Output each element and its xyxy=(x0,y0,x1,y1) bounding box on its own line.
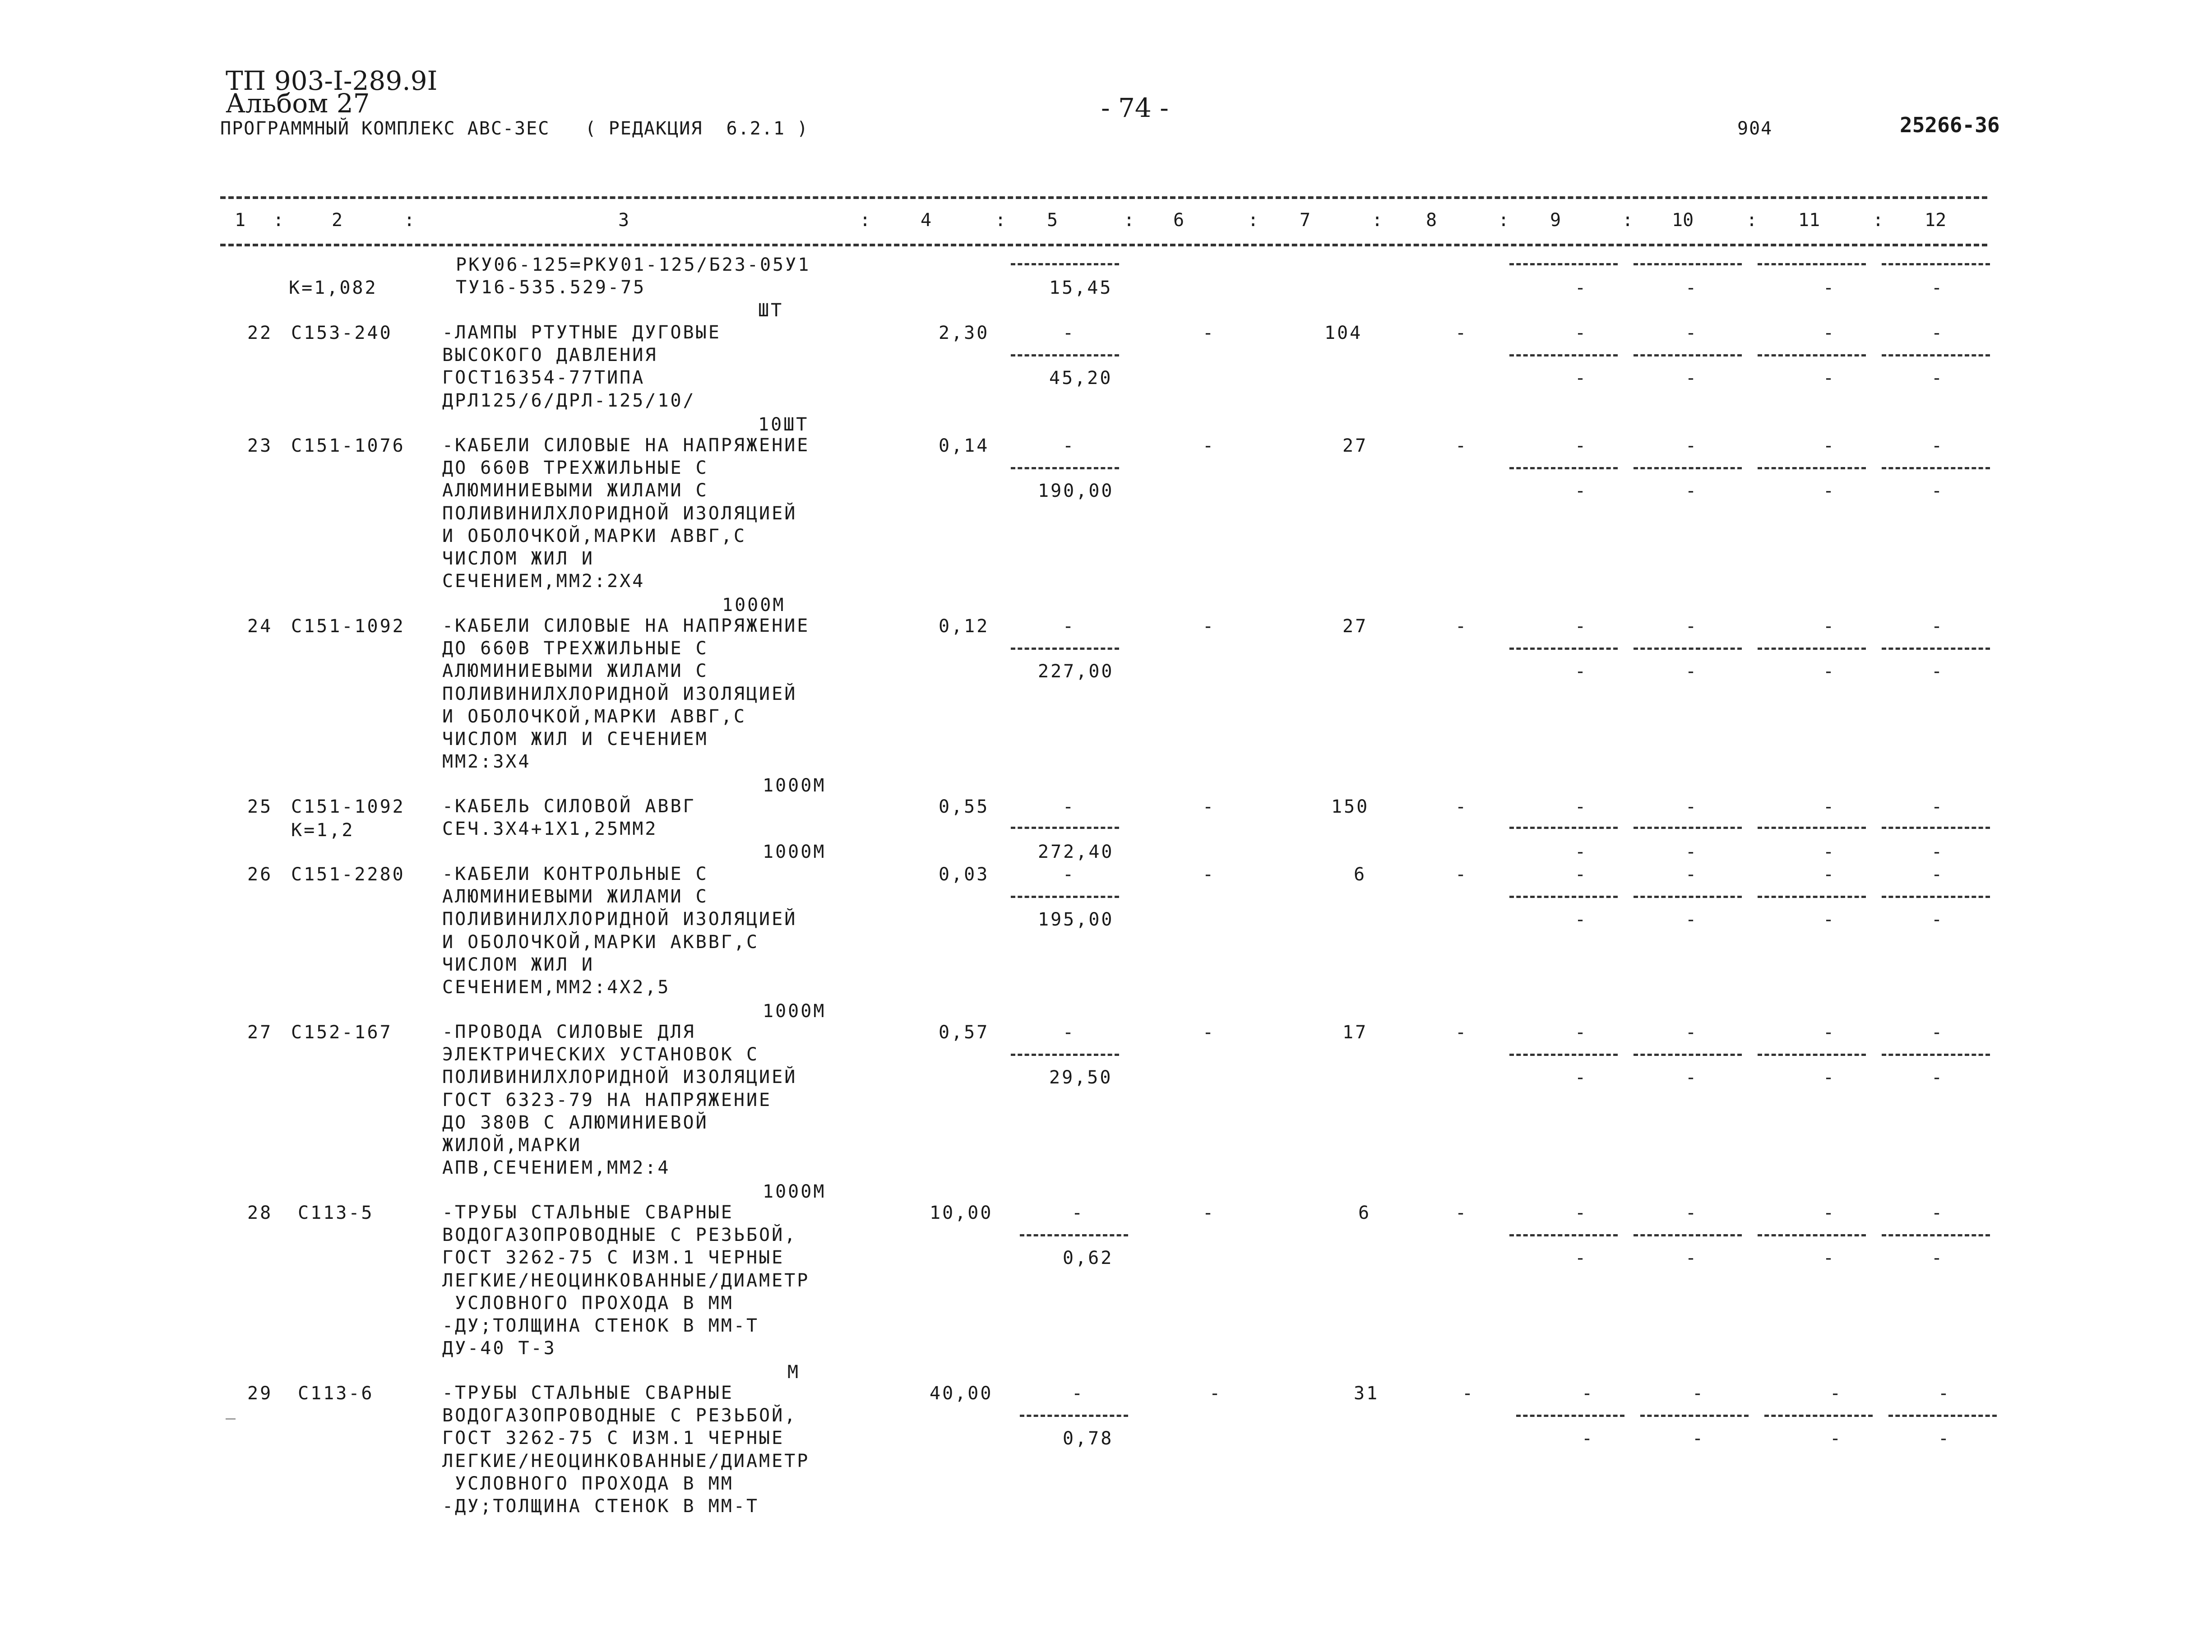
cell-divider xyxy=(1888,1415,1997,1417)
row-col12-bottom: - xyxy=(1931,278,1944,298)
row-col8: - xyxy=(1455,616,1468,637)
row-col9-top: - xyxy=(1575,323,1588,343)
row-unit: 10ШТ xyxy=(758,414,809,435)
row-col7: 6 xyxy=(1358,1203,1371,1223)
row-col9-top: - xyxy=(1575,616,1588,637)
row-quantity: 40,00 xyxy=(930,1383,993,1404)
cell-divider xyxy=(1509,648,1618,650)
row-price: 195,00 xyxy=(1038,909,1114,930)
row-description: -КАБЕЛЬ СИЛОВОЙ АВВГ СЕЧ.3Х4+1Х1,25ММ2 xyxy=(442,796,696,840)
cell-divider xyxy=(1634,1054,1742,1056)
col-separator: : xyxy=(1124,210,1135,231)
row-quantity: 0,14 xyxy=(939,435,990,456)
album-label: Альбом 27 xyxy=(226,88,370,119)
row-col10-top: - xyxy=(1692,1383,1705,1404)
row-col11-bottom: - xyxy=(1823,481,1836,501)
page-number: - 74 - xyxy=(1101,93,1169,123)
row-col7: 150 xyxy=(1331,796,1370,817)
row-code: С151-1076 xyxy=(291,435,405,456)
row-col10-bottom: - xyxy=(1685,278,1698,298)
cell-divider xyxy=(1882,896,1990,898)
cell-divider xyxy=(1882,1234,1990,1236)
row-col10-bottom: - xyxy=(1692,1428,1705,1449)
cell-divider xyxy=(1020,1415,1128,1417)
row-col11-bottom: - xyxy=(1830,1428,1843,1449)
col-separator: : xyxy=(273,210,284,231)
row-col5-top: - xyxy=(1072,1383,1085,1404)
row-col8: - xyxy=(1455,864,1468,885)
col-header-6: 6 xyxy=(1173,210,1185,231)
scan-mark xyxy=(226,1418,236,1420)
cell-divider xyxy=(1758,354,1866,356)
row-col5-top: - xyxy=(1063,323,1076,343)
cell-divider xyxy=(1509,263,1618,265)
row-number: 27 xyxy=(247,1022,273,1043)
row-col10-top: - xyxy=(1685,1203,1698,1223)
row-col10-bottom: - xyxy=(1685,842,1698,862)
cell-divider xyxy=(1634,1234,1742,1236)
row-description: -ПРОВОДА СИЛОВЫЕ ДЛЯ ЭЛЕКТРИЧЕСКИХ УСТАНОВОК С ПОЛИВИНИЛХЛОРИДНОЙ ИЗОЛЯЦИЕЙ ГОСТ 6323-79 НА НАПРЯЖЕНИЕ ДО 380В С АЛЮМИНИЕВОЙ ЖИЛОЙ,МАРКИ АПВ,СЕЧЕНИЕМ,ММ2:4 xyxy=(442,1022,797,1179)
row-col12-top: - xyxy=(1931,616,1944,637)
row-col5-top: - xyxy=(1063,864,1076,885)
row-col7: 104 xyxy=(1324,323,1363,343)
row-quantity: 10,00 xyxy=(930,1203,993,1223)
col-header-2: 2 xyxy=(332,210,343,231)
col-header-1: 1 xyxy=(235,210,246,231)
row-description: -ТРУБЫ СТАЛЬНЫЕ СВАРНЫЕ ВОДОГАЗОПРОВОДНЫЕ С РЕЗЬБОЙ, ГОСТ 3262-75 С ИЗМ.1 ЧЕРНЫЕ ЛЕГКИЕ/НЕОЦИНКОВАННЫЕ/ДИАМЕТР УСЛОВНОГО ПРОХОДА В ММ -ДУ;ТОЛЩИНА СТЕНОК В ММ-Т xyxy=(442,1383,810,1517)
cell-divider xyxy=(1758,1054,1866,1056)
cell-divider xyxy=(1758,827,1866,829)
row-col11-bottom: - xyxy=(1823,1248,1836,1268)
col-header-8: 8 xyxy=(1426,210,1437,231)
row-unit: 1000М xyxy=(763,775,826,796)
row-col6: - xyxy=(1203,323,1216,343)
row-code: С113-6 xyxy=(298,1383,374,1404)
row-col8: - xyxy=(1455,323,1468,343)
row-col6: - xyxy=(1209,1383,1222,1404)
cell-divider xyxy=(1764,1415,1873,1417)
row-code: С153-240 xyxy=(291,323,393,343)
cell-divider xyxy=(1882,827,1990,829)
row-col11-bottom: - xyxy=(1823,1067,1836,1088)
row-number: 28 xyxy=(247,1203,273,1223)
row-col9-top: - xyxy=(1575,864,1588,885)
col-header-3: 3 xyxy=(618,210,629,231)
row-col9-top: - xyxy=(1575,435,1588,456)
row-code: K=1,082 xyxy=(289,278,378,298)
row-col11-top: - xyxy=(1823,616,1836,637)
row-number: 29 xyxy=(247,1383,273,1404)
row-col7: 31 xyxy=(1354,1383,1379,1404)
row-quantity: 2,30 xyxy=(939,323,990,343)
row-col5-top: - xyxy=(1063,1022,1076,1043)
cell-divider xyxy=(1509,1054,1618,1056)
row-col12-top: - xyxy=(1938,1383,1951,1404)
row-col10-bottom: - xyxy=(1685,1067,1698,1088)
row-col9-bottom: - xyxy=(1575,278,1588,298)
program-title: ПРОГРАММНЫЙ КОМПЛЕКС АВС-3ЕС ( РЕДАКЦИЯ 6.2.1 ) xyxy=(220,118,809,139)
row-price: 190,00 xyxy=(1038,481,1114,501)
cell-divider xyxy=(1011,827,1119,829)
cell-divider xyxy=(1758,263,1866,265)
row-col8: - xyxy=(1462,1383,1475,1404)
row-description: -ЛАМПЫ РТУТНЫЕ ДУГОВЫЕ ВЫСОКОГО ДАВЛЕНИЯ ГОСТ16354-77ТИПА ДРЛ125/6/ДРЛ-125/10/ xyxy=(442,322,721,411)
table-rule-header-bottom xyxy=(220,244,1987,246)
row-col10-top: - xyxy=(1685,616,1698,637)
row-col11-bottom: - xyxy=(1823,909,1836,930)
row-col6: - xyxy=(1203,435,1216,456)
row-unit: 1000М xyxy=(763,842,826,862)
row-col9-top: - xyxy=(1575,796,1588,817)
row-col12-top: - xyxy=(1931,1022,1944,1043)
row-col10-top: - xyxy=(1685,323,1698,343)
col-separator: : xyxy=(1746,210,1758,231)
col-header-4: 4 xyxy=(921,210,932,231)
row-col12-top: - xyxy=(1931,1203,1944,1223)
row-price: 0,62 xyxy=(1063,1248,1114,1268)
row-col12-bottom: - xyxy=(1931,909,1944,930)
row-col9-bottom: - xyxy=(1575,1067,1588,1088)
row-quantity: 0,55 xyxy=(939,796,990,817)
row-col5-top: - xyxy=(1063,435,1076,456)
row-col11-top: - xyxy=(1823,1022,1836,1043)
cell-divider xyxy=(1509,354,1618,356)
row-price: 15,45 xyxy=(1049,278,1113,298)
row-col12-bottom: - xyxy=(1931,661,1944,682)
col-separator: : xyxy=(1248,210,1259,231)
row-col10-top: - xyxy=(1685,1022,1698,1043)
row-col11-bottom: - xyxy=(1823,368,1836,389)
row-col8: - xyxy=(1455,435,1468,456)
cell-divider xyxy=(1758,648,1866,650)
row-col12-bottom: - xyxy=(1931,481,1944,501)
col-separator: : xyxy=(1622,210,1634,231)
row-col5-top: - xyxy=(1063,616,1076,637)
row-col11-bottom: - xyxy=(1823,278,1836,298)
row-code: С151-2280 xyxy=(291,864,405,885)
row-col12-top: - xyxy=(1931,796,1944,817)
row-col9-bottom: - xyxy=(1575,661,1588,682)
row-col11-top: - xyxy=(1823,1203,1836,1223)
cell-divider xyxy=(1509,1234,1618,1236)
cell-divider xyxy=(1882,354,1990,356)
row-col12-top: - xyxy=(1931,435,1944,456)
row-col11-top: - xyxy=(1830,1383,1843,1404)
row-col10-bottom: - xyxy=(1685,1248,1698,1268)
row-col9-bottom: - xyxy=(1582,1428,1595,1449)
row-col6: - xyxy=(1203,864,1216,885)
table-rule-top xyxy=(220,196,1987,199)
cell-divider xyxy=(1634,467,1742,469)
cell-divider xyxy=(1758,467,1866,469)
row-col7: 27 xyxy=(1342,616,1368,637)
row-col12-top: - xyxy=(1931,864,1944,885)
row-col9-bottom: - xyxy=(1575,1248,1588,1268)
row-description: -ТРУБЫ СТАЛЬНЫЕ СВАРНЫЕ ВОДОГАЗОПРОВОДНЫЕ С РЕЗЬБОЙ, ГОСТ 3262-75 С ИЗМ.1 ЧЕРНЫЕ ЛЕГКИЕ/НЕОЦИНКОВАННЫЕ/ДИАМЕТР УСЛОВНОГО ПРОХОДА В ММ -ДУ;ТОЛЩИНА СТЕНОК В ММ-Т ДУ-40 Т-3 xyxy=(442,1202,810,1359)
row-col6: - xyxy=(1203,796,1216,817)
cell-divider xyxy=(1634,896,1742,898)
cell-divider xyxy=(1020,1234,1128,1236)
row-col11-top: - xyxy=(1823,435,1836,456)
row-col12-bottom: - xyxy=(1931,842,1944,862)
row-col12-bottom: - xyxy=(1931,368,1944,389)
row-col6: - xyxy=(1203,1022,1216,1043)
row-description: -КАБЕЛИ СИЛОВЫЕ НА НАПРЯЖЕНИЕ ДО 660В ТРЕХЖИЛЬНЫЕ С АЛЮМИНИЕВЫМИ ЖИЛАМИ С ПОЛИВИНИЛХЛОРИДНОЙ ИЗОЛЯЦИЕЙ И ОБОЛОЧКОЙ,МАРКИ АВВГ,С ЧИСЛОМ ЖИЛ И СЕЧЕНИЕМ,ММ2:2Х4 xyxy=(442,435,810,592)
row-col9-top: - xyxy=(1582,1383,1595,1404)
row-quantity: 0,03 xyxy=(939,864,990,885)
cell-divider xyxy=(1882,467,1990,469)
row-quantity: 0,57 xyxy=(939,1022,990,1043)
row-col10-top: - xyxy=(1685,864,1698,885)
cell-divider xyxy=(1516,1415,1624,1417)
row-col11-top: - xyxy=(1823,796,1836,817)
row-price: 29,50 xyxy=(1049,1067,1113,1088)
col-separator: : xyxy=(404,210,415,231)
row-col12-bottom: - xyxy=(1931,1248,1944,1268)
cell-divider xyxy=(1634,354,1742,356)
cell-divider xyxy=(1509,896,1618,898)
col-separator: : xyxy=(1873,210,1884,231)
row-col9-bottom: - xyxy=(1575,368,1588,389)
row-col6: - xyxy=(1203,616,1216,637)
row-col10-top: - xyxy=(1685,796,1698,817)
row-unit: 1000М xyxy=(763,1001,826,1022)
row-unit: М xyxy=(787,1362,801,1383)
row-number: 26 xyxy=(247,864,273,885)
row-price: 227,00 xyxy=(1038,661,1114,682)
row-col10-bottom: - xyxy=(1685,368,1698,389)
cell-divider xyxy=(1758,1234,1866,1236)
cell-divider xyxy=(1634,827,1742,829)
cell-divider xyxy=(1509,827,1618,829)
row-price: 45,20 xyxy=(1049,368,1113,389)
row-col7: 17 xyxy=(1342,1022,1368,1043)
cell-divider xyxy=(1011,648,1119,650)
row-code: С151-1092 xyxy=(291,616,405,637)
row-col9-top: - xyxy=(1575,1022,1588,1043)
row-col9-bottom: - xyxy=(1575,909,1588,930)
row-number: 22 xyxy=(247,323,273,343)
cell-divider xyxy=(1634,648,1742,650)
cell-divider xyxy=(1011,263,1119,265)
row-col9-bottom: - xyxy=(1575,842,1588,862)
cell-divider xyxy=(1882,648,1990,650)
cell-divider xyxy=(1011,896,1119,898)
cell-divider xyxy=(1634,263,1742,265)
cell-divider xyxy=(1640,1415,1749,1417)
row-col5-top: - xyxy=(1072,1203,1085,1223)
row-description: РКУ06-125=РКУ01-125/Б23-05У1 ТУ16-535.529-75 xyxy=(456,255,811,298)
row-col10-bottom: - xyxy=(1685,909,1698,930)
cell-divider xyxy=(1011,1054,1119,1056)
sheet-code-right: 25266-36 xyxy=(1900,113,2000,137)
row-col8: - xyxy=(1455,1022,1468,1043)
row-col11-bottom: - xyxy=(1823,661,1836,682)
row-code: С152-167 xyxy=(291,1022,393,1043)
cell-divider xyxy=(1758,896,1866,898)
col-separator: : xyxy=(1372,210,1383,231)
col-header-10: 10 xyxy=(1672,210,1694,231)
row-quantity: 0,12 xyxy=(939,616,990,637)
sheet-code-mid: 904 xyxy=(1737,118,1773,139)
cell-divider xyxy=(1011,354,1119,356)
col-header-5: 5 xyxy=(1047,210,1058,231)
col-header-9: 9 xyxy=(1550,210,1561,231)
row-price: 272,40 xyxy=(1038,842,1114,862)
cell-divider xyxy=(1882,1054,1990,1056)
row-col6: - xyxy=(1203,1203,1216,1223)
row-unit: 1000М xyxy=(763,1181,826,1202)
col-header-12: 12 xyxy=(1925,210,1947,231)
row-code: С113-5 xyxy=(298,1203,374,1223)
row-col11-top: - xyxy=(1823,323,1836,343)
row-col11-bottom: - xyxy=(1823,842,1836,862)
row-col5-top: - xyxy=(1063,796,1076,817)
row-unit: ШТ xyxy=(758,300,784,321)
row-number: 24 xyxy=(247,616,273,637)
row-number: 23 xyxy=(247,435,273,456)
row-col10-bottom: - xyxy=(1685,481,1698,501)
row-col9-bottom: - xyxy=(1575,481,1588,501)
col-separator: : xyxy=(1498,210,1509,231)
row-col12-top: - xyxy=(1931,323,1944,343)
col-separator: : xyxy=(860,210,871,231)
row-col7: 6 xyxy=(1354,864,1367,885)
cell-divider xyxy=(1882,263,1990,265)
row-col12-bottom: - xyxy=(1931,1067,1944,1088)
row-col12-bottom: - xyxy=(1938,1428,1951,1449)
cell-divider xyxy=(1011,467,1119,469)
document-code: ТП 903-I-289.9I xyxy=(226,65,438,96)
row-col11-top: - xyxy=(1823,864,1836,885)
row-col8: - xyxy=(1455,1203,1468,1223)
row-col10-bottom: - xyxy=(1685,661,1698,682)
row-col8: - xyxy=(1455,796,1468,817)
row-code: С151-1092 K=1,2 xyxy=(291,796,405,841)
row-unit: 1000М xyxy=(722,595,786,615)
row-price: 0,78 xyxy=(1063,1428,1114,1449)
row-col9-top: - xyxy=(1575,1203,1588,1223)
col-header-7: 7 xyxy=(1300,210,1311,231)
row-col10-top: - xyxy=(1685,435,1698,456)
row-col7: 27 xyxy=(1342,435,1368,456)
col-header-11: 11 xyxy=(1798,210,1820,231)
row-description: -КАБЕЛИ КОНТРОЛЬНЫЕ С АЛЮМИНИЕВЫМИ ЖИЛАМИ С ПОЛИВИНИЛХЛОРИДНОЙ ИЗОЛЯЦИЕЙ И ОБОЛОЧКОЙ,МАРКИ АКВВГ,С ЧИСЛОМ ЖИЛ И СЕЧЕНИЕМ,ММ2:4Х2,5 xyxy=(442,864,797,998)
col-separator: : xyxy=(995,210,1006,231)
row-number: 25 xyxy=(247,796,273,817)
cell-divider xyxy=(1509,467,1618,469)
row-description: -КАБЕЛИ СИЛОВЫЕ НА НАПРЯЖЕНИЕ ДО 660В ТРЕХЖИЛЬНЫЕ С АЛЮМИНИЕВЫМИ ЖИЛАМИ С ПОЛИВИНИЛХЛОРИДНОЙ ИЗОЛЯЦИЕЙ И ОБОЛОЧКОЙ,МАРКИ АВВГ,С ЧИСЛОМ ЖИЛ И СЕЧЕНИЕМ ММ2:3Х4 xyxy=(442,615,810,773)
